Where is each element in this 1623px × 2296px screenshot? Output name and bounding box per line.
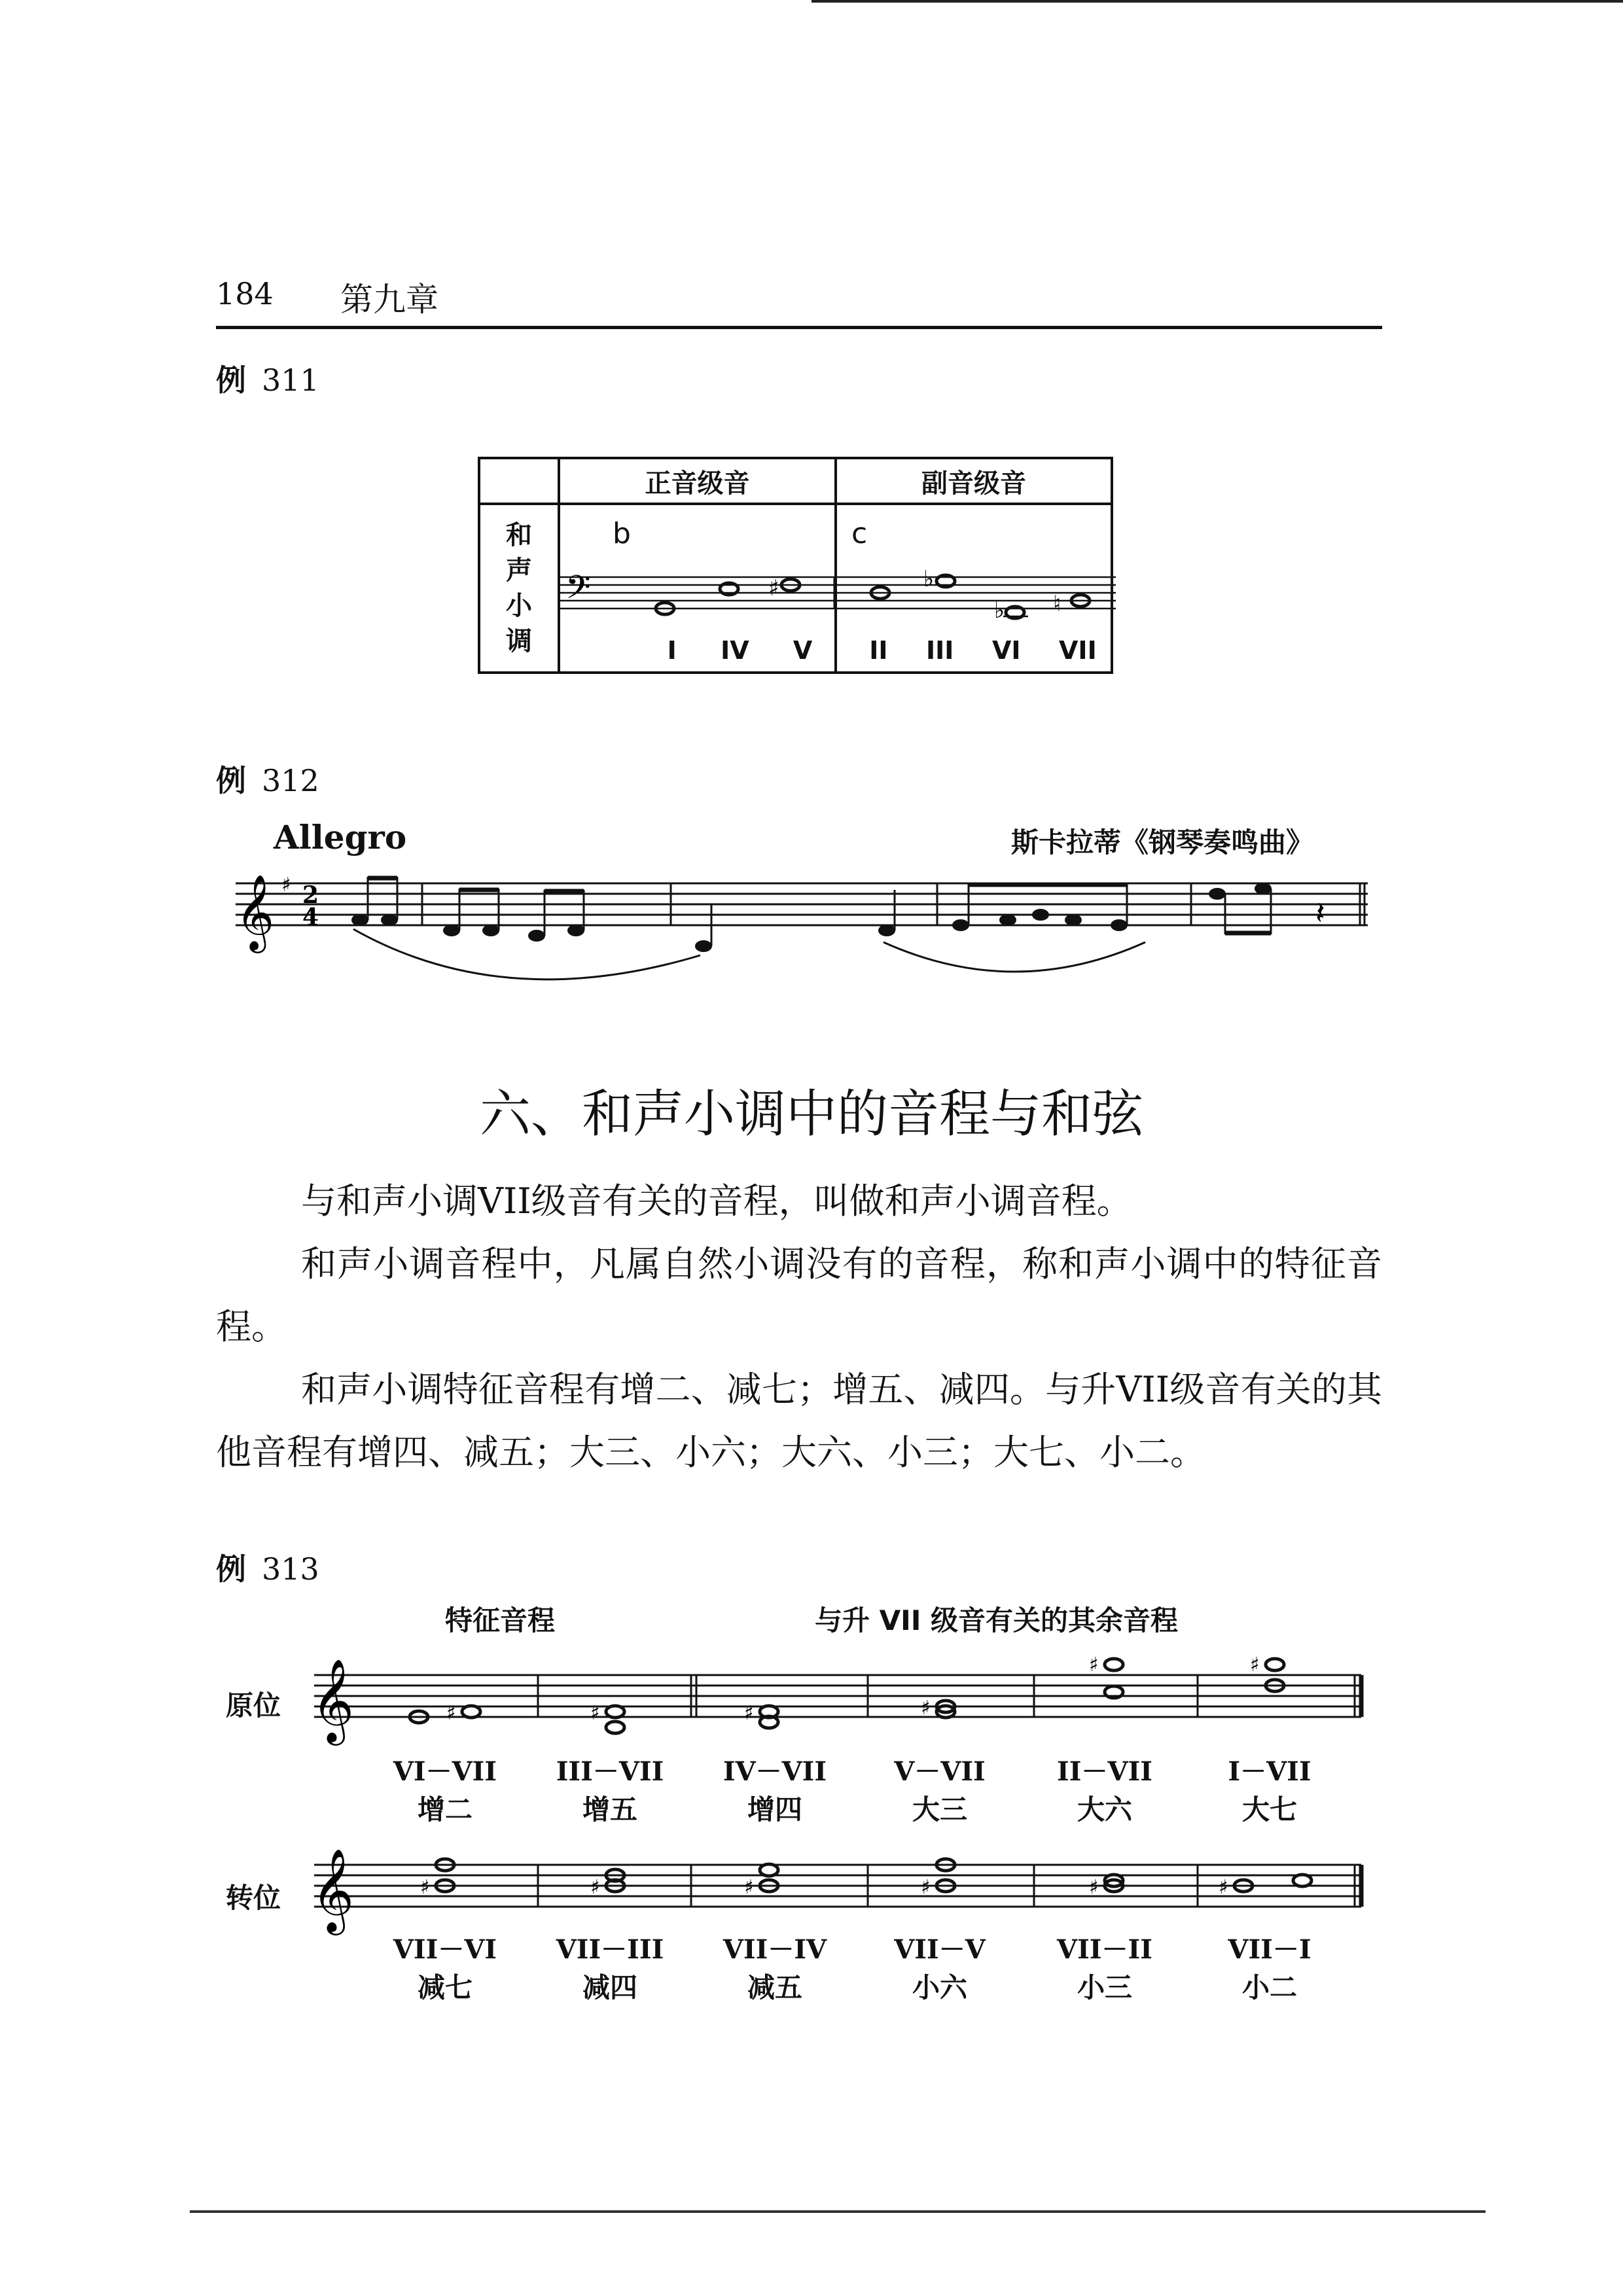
- interval-name: 小三: [1077, 1971, 1132, 2004]
- degree-V: V: [793, 636, 813, 665]
- interval-column: [531, 1929, 688, 2005]
- sharp-icon: ♯: [446, 1702, 456, 1725]
- time-signature-bottom: 4: [302, 904, 319, 931]
- harmonic-minor-side-label: [479, 504, 559, 673]
- sharp-icon: ♯: [921, 1697, 931, 1720]
- sharp-icon: ♯: [590, 1876, 600, 1899]
- example-312-label: [216, 757, 319, 800]
- page-number: 184: [216, 276, 274, 311]
- interval-column: [696, 1929, 853, 2005]
- example-311-prefix: 例: [216, 362, 246, 398]
- secondary-degree-numerals: [850, 636, 1116, 665]
- interval-name: 增二: [417, 1793, 473, 1826]
- natural-icon: ♮: [1053, 591, 1061, 617]
- interval-name: 大七: [1241, 1793, 1297, 1826]
- sharp-icon: ♯: [420, 1876, 430, 1899]
- interval-name: 小二: [1241, 1971, 1297, 2004]
- primary-degree-numerals: [645, 636, 834, 665]
- paragraph-2: 和声小调音程中，凡属自然小调没有的音程，称和声小调中的特征音程。: [216, 1243, 1382, 1347]
- secondary-degree-header: 副音级音: [836, 458, 1112, 504]
- degree-IV: IV: [721, 636, 749, 665]
- inversion-label: 转位: [226, 1882, 281, 1914]
- side-char-1: 和: [506, 520, 532, 550]
- phrase-slur: [353, 929, 700, 980]
- interval-column: [861, 1929, 1018, 2005]
- inversion-staff: [308, 1812, 1368, 1943]
- secondary-key-label: c: [851, 517, 868, 550]
- degree-III: III: [926, 636, 954, 665]
- header-rule: [216, 326, 1382, 329]
- time-signature-top: 2: [302, 881, 319, 909]
- interval-name: 增四: [747, 1793, 802, 1826]
- sharp-icon: ♯: [1219, 1876, 1228, 1899]
- interval-degrees: VII－I: [1228, 1934, 1311, 1965]
- treble-clef-icon: 𝄞: [312, 1848, 355, 1932]
- section-title: 六、和声小调中的音程与和弦: [479, 1085, 1143, 1144]
- side-char-2: 声: [506, 556, 532, 586]
- example-311-label: [216, 357, 319, 400]
- side-char-4: 调: [506, 626, 532, 656]
- degree-I: I: [667, 636, 677, 665]
- sharp-icon: ♯: [921, 1876, 931, 1899]
- secondary-degree-cell: [836, 504, 1112, 673]
- tempo-marking: Allegro: [274, 818, 407, 857]
- paragraph-3: 和声小调特征音程有增二、减七；增五、减四。与升VII级音有关的其他音程有增四、减五；大三、小六；大六、小三；大七、小二。: [216, 1369, 1382, 1473]
- sharp-icon: ♯: [768, 575, 779, 601]
- example-313-number: 313: [262, 1551, 319, 1587]
- interval-name: 减四: [582, 1971, 637, 2004]
- example-312-prefix: 例: [216, 763, 246, 798]
- table-corner: [479, 458, 559, 504]
- top-edge-rule: [812, 0, 1623, 3]
- chapter-title: 第九章: [340, 281, 438, 319]
- root-position-staff: [308, 1623, 1368, 1754]
- sharp-icon: ♯: [590, 1702, 600, 1725]
- interval-degrees: I－VII: [1228, 1756, 1311, 1787]
- interval-column: [366, 1929, 524, 2005]
- treble-clef-icon: 𝄞: [312, 1658, 355, 1742]
- footer-rule: [190, 2210, 1486, 2213]
- interval-name: 减五: [747, 1971, 802, 2004]
- sharp-icon: ♯: [1089, 1653, 1099, 1676]
- paragraph-1: 与和声小调VII级音有关的音程，叫做和声小调音程。: [301, 1180, 1132, 1222]
- sharp-icon: ♯: [1250, 1653, 1260, 1676]
- interval-degrees: VII－II: [1057, 1934, 1152, 1965]
- primary-key-label: b: [613, 517, 631, 550]
- side-char-3: 小: [506, 591, 532, 621]
- primary-degree-cell: [559, 504, 836, 673]
- source-attribution: 斯卡拉蒂《钢琴奏鸣曲》: [1011, 826, 1314, 858]
- primary-degree-header: 正音级音: [559, 458, 836, 504]
- interval-degrees: VII－VI: [393, 1934, 497, 1965]
- interval-degrees: VI－VII: [393, 1756, 497, 1787]
- sharp-icon: ♯: [1089, 1876, 1099, 1899]
- root-position-label: 原位: [226, 1689, 281, 1722]
- sharp-icon: ♯: [744, 1702, 754, 1725]
- example-311-number: 311: [262, 362, 319, 398]
- inversion-intervals: [366, 1929, 1348, 2005]
- phrase-slur: [883, 942, 1145, 972]
- key-sharp-icon: ♯: [281, 874, 291, 896]
- interval-name: 小六: [912, 1971, 967, 2004]
- interval-degrees: IV－VII: [722, 1756, 827, 1787]
- bass-clef-icon: 𝄢: [565, 569, 591, 614]
- interval-degrees: V－VII: [894, 1756, 986, 1787]
- example-312-number: 312: [262, 763, 319, 798]
- example-313-label: [216, 1545, 319, 1589]
- interval-name: 大三: [912, 1793, 967, 1826]
- example-313-prefix: 例: [216, 1551, 246, 1587]
- interval-name: 大六: [1077, 1793, 1132, 1826]
- interval-degrees: VII－III: [556, 1934, 664, 1965]
- example-311-table: [478, 457, 1113, 674]
- example-312-staff: [229, 851, 1374, 981]
- flat-icon: ♭: [994, 597, 1005, 624]
- interval-column: [1026, 1929, 1183, 2005]
- flat-icon: ♭: [923, 566, 935, 592]
- degree-II: II: [869, 636, 888, 665]
- treble-clef-icon: 𝄞: [236, 874, 275, 950]
- rest-icon: 𝄽: [1315, 895, 1325, 932]
- degree-VI: VI: [991, 636, 1021, 665]
- interval-column: [1191, 1929, 1348, 2005]
- sharp-icon: ♯: [744, 1876, 754, 1899]
- interval-degrees: VII－IV: [722, 1934, 827, 1965]
- interval-degrees: VII－V: [894, 1934, 986, 1965]
- other-intervals-title: 与升 VII 级音有关的其余音程: [815, 1604, 1179, 1636]
- interval-name: 增五: [582, 1793, 637, 1826]
- interval-degrees: III－VII: [556, 1756, 664, 1787]
- characteristic-intervals-title: 特征音程: [445, 1604, 556, 1636]
- interval-degrees: II－VII: [1057, 1756, 1152, 1787]
- degree-VII: VII: [1059, 636, 1097, 665]
- interval-name: 减七: [417, 1971, 473, 2004]
